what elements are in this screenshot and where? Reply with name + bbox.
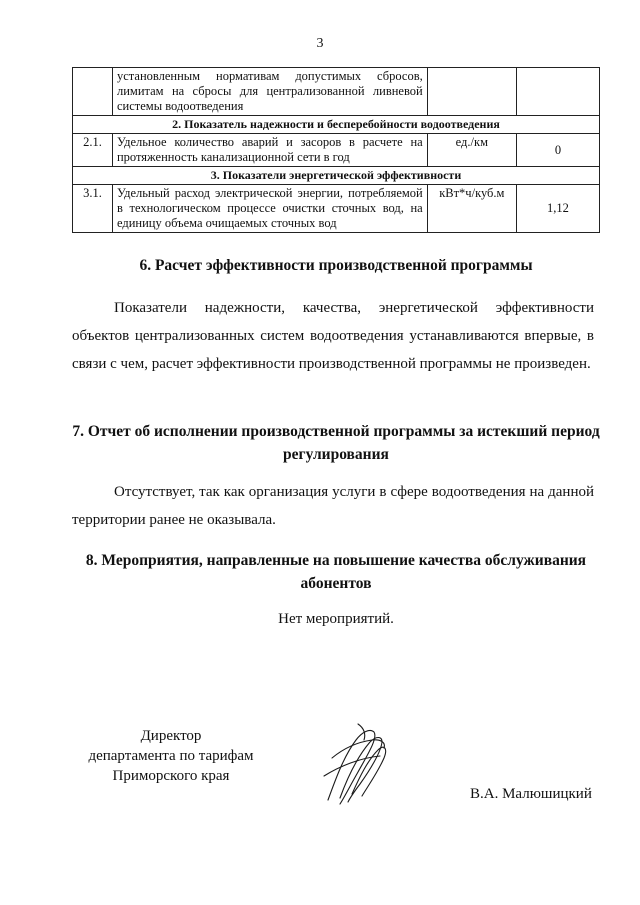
table-row — [73, 68, 600, 116]
row-value: 0 — [516, 134, 599, 167]
row-name: Удельный расход электрической энергии, потребляемой в технологическом процессе очистки сточных вод, на единицу объема очищаемых сточных вод — [112, 185, 427, 233]
table-section-row — [73, 116, 600, 134]
handwritten-signature — [318, 718, 394, 810]
table-section-row — [73, 167, 600, 185]
row-unit — [427, 68, 516, 116]
section-7-heading-line1: 7. Отчет об исполнении производственной программы за истекший период — [72, 423, 600, 440]
signatory-title-line1: Директор — [140, 728, 202, 744]
row-value: 1,12 — [516, 185, 599, 233]
section-7-paragraph: Отсутствует, так как организация услуги в сфере водоотведения на данной территории ранее не оказывала. — [72, 484, 594, 528]
page-number: 3 — [316, 36, 324, 51]
row-name: Удельное количество аварий и засоров в расчете на протяженность канализационной сети в год — [112, 134, 427, 167]
section-8-heading-line1: 8. Мероприятия, направленные на повышение качества обслуживания — [85, 552, 587, 569]
indicators-table — [72, 67, 600, 233]
section-7-heading — [72, 420, 600, 466]
section-8-paragraph: Нет мероприятий. — [278, 611, 394, 627]
section-8-heading-line2: абонентов — [300, 575, 372, 592]
signatory-title-line2: департамента по тарифам — [88, 748, 254, 764]
signatory-title-line3: Приморского края — [112, 768, 230, 784]
signatory-name: В.А. Малюшицкий — [470, 786, 592, 802]
row-number: 2.1. — [73, 134, 113, 167]
section-6-heading: 6. Расчет эффективности производственной программы — [139, 257, 533, 274]
row-unit: ед./км — [427, 134, 516, 167]
section-title: 2. Показатель надежности и бесперебойности водоотведения — [73, 116, 600, 134]
row-name: установленным нормативам допустимых сбросов, лимитам на сбросы для централизованной ливневой системы водоотведения — [112, 68, 427, 116]
row-unit: кВт*ч/куб.м — [427, 185, 516, 233]
table-row — [73, 185, 600, 233]
section-title: 3. Показатели энергетической эффективности — [73, 167, 600, 185]
section-8-heading — [72, 549, 600, 595]
section-7-heading-line2: регулирования — [283, 446, 389, 463]
row-value — [516, 68, 599, 116]
table-row — [73, 134, 600, 167]
section-6-paragraph: Показатели надежности, качества, энергетической эффективности объектов централизованных систем водоотведения устанавливаются впервые, в связи с чем, расчет эффективности производственной программы не произведен. — [72, 300, 594, 372]
row-number — [73, 68, 113, 116]
row-number: 3.1. — [73, 185, 113, 233]
signatory-title — [76, 726, 266, 786]
